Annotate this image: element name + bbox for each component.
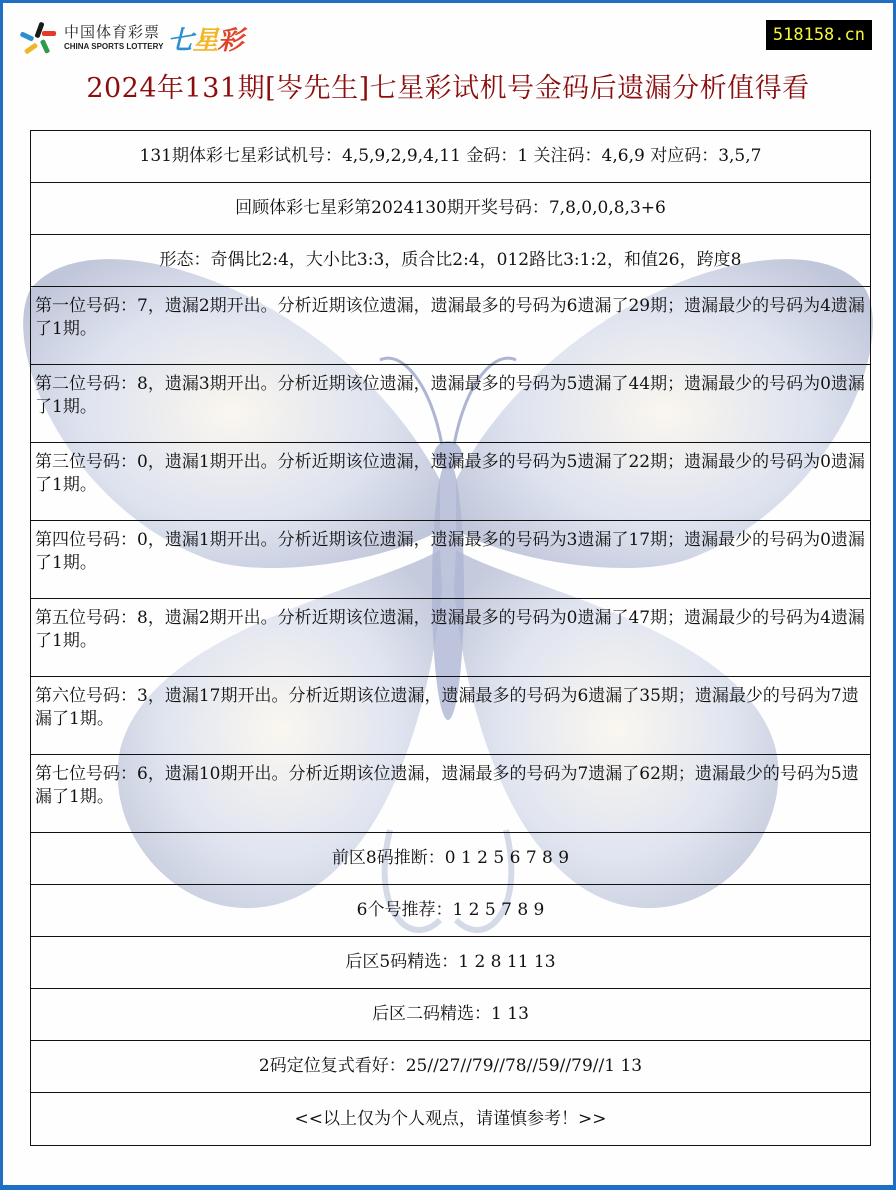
position-1-text: 第一位号码：7，遗漏2期开出。分析近期该位遗漏，遗漏最多的号码为6遗漏了29期；遗漏最少的号码为4遗漏了1期。 [35,296,865,339]
pattern-text: 形态：奇偶比2:4，大小比3:3，质合比2:4，012路比3:1:2，和值26，跨度8 [159,250,742,270]
front-8-text: 前区8码推断：0 1 2 5 6 7 8 9 [331,848,570,868]
china-sports-lottery-logo [20,18,242,58]
logo-en-name: CHINA SPORTS LOTTERY [64,42,164,51]
back-2-row [31,989,870,1041]
position-7-text: 第七位号码：6，遗漏10期开出。分析近期该位遗漏，遗漏最多的号码为7遗漏了62期；遗漏最少的号码为5遗漏了1期。 [35,764,859,807]
lottery-star-icon [20,20,56,56]
six-pick-row [31,885,870,937]
position-6-row [31,677,870,755]
position-6-text: 第六位号码：3，遗漏17期开出。分析近期该位遗漏，遗漏最多的号码为6遗漏了35期；遗漏最少的号码为7遗漏了1期。 [35,686,859,729]
position-2-row [31,365,870,443]
qixingcai-brand [167,20,242,57]
trial-numbers-row [31,131,870,183]
site-badge: 518158.cn [766,20,872,50]
brand-char-3: 彩 [217,25,243,56]
two-code-text: 2码定位复式看好：25//27//79//78//59//79//1 13 [258,1056,643,1076]
logo-text [64,25,163,51]
position-2-text: 第二位号码：8，遗漏3期开出。分析近期该位遗漏，遗漏最多的号码为5遗漏了44期；遗漏最少的号码为0遗漏了1期。 [35,374,865,417]
header [0,0,890,120]
page-title: 2024年131期[岑先生]七星彩试机号金码后遗漏分析值得看 [86,73,810,104]
position-1-row [31,287,870,365]
trial-numbers-text: 131期体彩七星彩试机号：4,5,9,2,9,4,11 金码：1 关注码：4,6,9 对应码：3,5,7 [139,146,762,166]
position-5-text: 第五位号码：8，遗漏2期开出。分析近期该位遗漏，遗漏最多的号码为0遗漏了47期；遗漏最少的号码为4遗漏了1期。 [35,608,865,651]
position-7-row [31,755,870,833]
review-text: 回顾体彩七星彩第2024130期开奖号码：7,8,0,0,8,3+6 [235,198,666,218]
review-row [31,183,870,235]
disclaimer-text: <<以上仅为个人观点，请谨慎参考！>> [294,1108,607,1129]
back-2-text: 后区二码精选：1 13 [372,1004,529,1024]
six-pick-text: 6个号推荐：1 2 5 7 8 9 [356,900,545,920]
position-5-row [31,599,870,677]
disclaimer-row [31,1093,870,1145]
position-4-row [31,521,870,599]
brand-char-2: 星 [192,25,218,56]
pattern-row [31,235,870,287]
position-4-text: 第四位号码：0，遗漏1期开出。分析近期该位遗漏，遗漏最多的号码为3遗漏了17期；遗漏最少的号码为0遗漏了1期。 [35,530,865,573]
analysis-table [30,130,871,1146]
brand-char-1: 七 [167,25,193,56]
position-3-text: 第三位号码：0，遗漏1期开出。分析近期该位遗漏，遗漏最多的号码为5遗漏了22期；遗漏最少的号码为0遗漏了1期。 [35,452,865,495]
logo-cn-name: 中国体育彩票 [64,23,161,41]
back-5-text: 后区5码精选：1 2 8 11 13 [345,952,556,972]
two-code-row [31,1041,870,1093]
back-5-row [31,937,870,989]
position-3-row [31,443,870,521]
front-8-row [31,833,870,885]
